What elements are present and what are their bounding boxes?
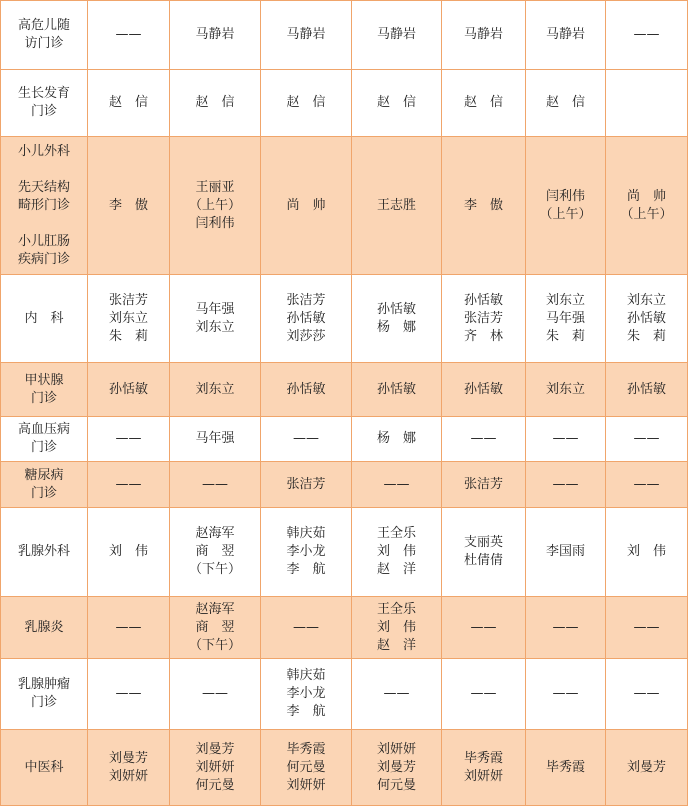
doctor-cell bbox=[352, 137, 442, 275]
doctor-cell bbox=[526, 597, 606, 659]
doctor-name: 李小龙 bbox=[286, 544, 326, 559]
doctor-cell bbox=[88, 275, 170, 363]
doctor-cell bbox=[261, 597, 352, 659]
doctor-name: —— bbox=[470, 686, 497, 701]
doctor-name: 刘妍妍 bbox=[195, 759, 235, 775]
doctor-name: 赵 信 bbox=[545, 95, 585, 110]
department-label: 门诊 bbox=[30, 440, 57, 455]
doctor-name: 尚 帅 bbox=[626, 188, 666, 204]
doctor-name: 王志胜 bbox=[376, 197, 416, 213]
table-row bbox=[1, 70, 688, 137]
table-row bbox=[1, 508, 688, 597]
department-label: 小儿肛肠 bbox=[17, 233, 70, 249]
doctor-cell bbox=[606, 70, 688, 137]
doctor-name: 孙恬敏 bbox=[626, 381, 666, 397]
department-cell bbox=[1, 275, 88, 363]
doctor-cell bbox=[261, 659, 352, 730]
doctor-name: —— bbox=[202, 686, 228, 701]
doctor-cell bbox=[88, 730, 170, 806]
doctor-cell bbox=[526, 70, 606, 137]
doctor-name: —— bbox=[115, 431, 142, 446]
doctor-name: 孙恬敏 bbox=[108, 381, 148, 397]
doctor-name: 刘妍妍 bbox=[286, 777, 326, 793]
doctor-name: —— bbox=[470, 431, 497, 446]
doctor-name: —— bbox=[552, 686, 579, 701]
doctor-cell bbox=[526, 137, 606, 275]
doctor-name: 杨 娜 bbox=[376, 431, 416, 446]
doctor-name: 朱 莉 bbox=[545, 328, 585, 344]
doctor-cell bbox=[526, 1, 606, 70]
doctor-cell bbox=[170, 508, 261, 597]
doctor-name: —— bbox=[552, 431, 579, 446]
doctor-name: 商 翌 bbox=[195, 544, 235, 559]
doctor-name: 韩庆茹 bbox=[286, 526, 326, 541]
doctor-name: 李 航 bbox=[286, 562, 326, 577]
doctor-cell bbox=[88, 508, 170, 597]
doctor-name: 马静岩 bbox=[376, 27, 416, 42]
department-cell bbox=[1, 363, 88, 417]
doctor-name: 赵 信 bbox=[463, 95, 503, 110]
department-label: 访门诊 bbox=[24, 36, 64, 51]
doctor-name: 刘 伟 bbox=[376, 619, 416, 635]
doctor-name: 刘东立 bbox=[545, 292, 585, 308]
department-cell bbox=[1, 730, 88, 806]
doctor-cell bbox=[170, 462, 261, 508]
doctor-cell bbox=[352, 1, 442, 70]
department-label: 乳腺外科 bbox=[17, 544, 70, 559]
doctor-cell bbox=[526, 508, 606, 597]
doctor-name: 刘东立 bbox=[195, 319, 235, 335]
doctor-cell bbox=[170, 1, 261, 70]
doctor-cell bbox=[261, 275, 352, 363]
doctor-name: 刘 伟 bbox=[108, 544, 148, 559]
table-row bbox=[1, 363, 688, 417]
doctor-name: 马静岩 bbox=[545, 27, 585, 42]
department-label: 高危儿随 bbox=[17, 18, 70, 33]
doctor-name: —— bbox=[115, 686, 142, 701]
doctor-name: 马年强 bbox=[545, 310, 585, 326]
department-label: 中医科 bbox=[24, 759, 64, 775]
doctor-cell bbox=[352, 462, 442, 508]
doctor-name: 刘曼芳 bbox=[626, 759, 666, 775]
doctor-name: （上午） bbox=[539, 206, 592, 222]
doctor-cell bbox=[261, 417, 352, 462]
doctor-name: 李 航 bbox=[286, 704, 326, 719]
table-row bbox=[1, 417, 688, 462]
doctor-name: —— bbox=[115, 27, 142, 42]
doctor-name: —— bbox=[202, 476, 228, 492]
doctor-cell bbox=[352, 70, 442, 137]
department-label: 生长发育 bbox=[17, 86, 70, 101]
doctor-cell bbox=[606, 730, 688, 806]
doctor-cell bbox=[442, 70, 526, 137]
department-label: 甲状腺 bbox=[24, 372, 64, 388]
doctor-name: 马静岩 bbox=[463, 27, 503, 42]
doctor-cell bbox=[261, 137, 352, 275]
doctor-cell bbox=[88, 659, 170, 730]
doctor-name: （上午） bbox=[620, 206, 673, 222]
doctor-name: 刘东立 bbox=[195, 381, 235, 397]
doctor-cell bbox=[88, 363, 170, 417]
doctor-cell bbox=[352, 597, 442, 659]
doctor-cell bbox=[526, 462, 606, 508]
doctor-name: 李 傲 bbox=[463, 197, 503, 213]
department-label: 门诊 bbox=[30, 485, 57, 501]
doctor-name: —— bbox=[633, 27, 660, 42]
department-cell bbox=[1, 508, 88, 597]
doctor-cell bbox=[170, 363, 261, 417]
doctor-name: 张洁芳 bbox=[286, 476, 326, 492]
doctor-cell bbox=[526, 417, 606, 462]
doctor-name: 齐 林 bbox=[463, 328, 503, 344]
doctor-name: 赵 信 bbox=[108, 95, 148, 110]
doctor-name: 赵 信 bbox=[376, 95, 416, 110]
doctor-name: —— bbox=[633, 686, 660, 701]
doctor-name: 马静岩 bbox=[286, 27, 326, 42]
doctor-cell bbox=[606, 1, 688, 70]
doctor-name: 孙恬敏 bbox=[626, 310, 666, 326]
department-label: 小儿外科 bbox=[17, 143, 70, 159]
doctor-name: 商 翌 bbox=[195, 619, 235, 635]
doctor-cell bbox=[170, 597, 261, 659]
doctor-cell bbox=[526, 363, 606, 417]
doctor-name: 王全乐 bbox=[376, 601, 416, 617]
doctor-name: 朱 莉 bbox=[626, 328, 666, 344]
doctor-name: 韩庆茹 bbox=[286, 668, 326, 683]
doctor-name: —— bbox=[383, 686, 410, 701]
doctor-name: 刘妍妍 bbox=[108, 768, 148, 784]
doctor-cell bbox=[442, 730, 526, 806]
doctor-name: —— bbox=[633, 476, 660, 492]
department-label: 乳腺炎 bbox=[24, 619, 64, 635]
doctor-cell bbox=[261, 1, 352, 70]
doctor-name: —— bbox=[115, 619, 142, 635]
table-row bbox=[1, 275, 688, 363]
doctor-name: 赵 信 bbox=[195, 95, 235, 110]
doctor-name: 赵海军 bbox=[195, 601, 235, 617]
doctor-name: 孙恬敏 bbox=[286, 381, 326, 397]
doctor-cell bbox=[606, 363, 688, 417]
doctor-name: —— bbox=[552, 476, 579, 492]
doctor-cell bbox=[88, 1, 170, 70]
doctor-cell bbox=[261, 508, 352, 597]
doctor-name: （上午） bbox=[188, 197, 241, 213]
doctor-cell bbox=[352, 275, 442, 363]
doctor-cell bbox=[261, 70, 352, 137]
doctor-name: 李小龙 bbox=[286, 686, 326, 701]
department-spacer bbox=[3, 215, 85, 233]
doctor-name: 杨 娜 bbox=[376, 319, 416, 335]
department-cell bbox=[1, 1, 88, 70]
doctor-cell bbox=[442, 462, 526, 508]
doctor-cell bbox=[606, 275, 688, 363]
doctor-cell bbox=[442, 417, 526, 462]
department-cell bbox=[1, 462, 88, 508]
doctor-name: 尚 帅 bbox=[286, 197, 326, 213]
doctor-name: 朱 莉 bbox=[108, 328, 148, 344]
department-cell bbox=[1, 659, 88, 730]
doctor-name: 刘曼芳 bbox=[376, 759, 416, 775]
table-row bbox=[1, 1, 688, 70]
schedule-body bbox=[1, 1, 688, 806]
doctor-name: 李国雨 bbox=[545, 544, 585, 559]
department-cell bbox=[1, 597, 88, 659]
doctor-name: 何元曼 bbox=[195, 777, 235, 793]
doctor-name: 何元曼 bbox=[286, 759, 326, 775]
department-cell bbox=[1, 70, 88, 137]
department-label: 门诊 bbox=[30, 104, 57, 119]
doctor-name: —— bbox=[383, 476, 410, 492]
doctor-name: 张洁芳 bbox=[463, 476, 503, 492]
table-row bbox=[1, 462, 688, 508]
doctor-name: 刘 伟 bbox=[376, 544, 416, 559]
doctor-cell bbox=[88, 462, 170, 508]
doctor-name: （下午） bbox=[188, 562, 241, 577]
doctor-cell bbox=[352, 659, 442, 730]
doctor-cell bbox=[170, 417, 261, 462]
doctor-cell bbox=[170, 137, 261, 275]
doctor-cell bbox=[442, 137, 526, 275]
doctor-name: 赵 洋 bbox=[376, 637, 416, 653]
doctor-cell bbox=[261, 730, 352, 806]
doctor-cell bbox=[88, 597, 170, 659]
department-label: 内 科 bbox=[24, 310, 64, 326]
doctor-name: —— bbox=[115, 476, 142, 492]
doctor-cell bbox=[170, 70, 261, 137]
doctor-name: 刘东立 bbox=[626, 292, 666, 308]
doctor-cell bbox=[261, 363, 352, 417]
doctor-name: 闫利伟 bbox=[545, 188, 585, 204]
doctor-name: 支丽英 bbox=[463, 535, 503, 550]
doctor-name: 王全乐 bbox=[376, 526, 416, 541]
department-label: 先天结构 bbox=[17, 179, 70, 195]
doctor-cell bbox=[88, 417, 170, 462]
doctor-name: 毕秀霞 bbox=[545, 759, 585, 775]
doctor-name: 张洁芳 bbox=[108, 292, 148, 308]
doctor-cell bbox=[442, 597, 526, 659]
doctor-name: 毕秀霞 bbox=[463, 750, 503, 766]
doctor-name: 闫利伟 bbox=[195, 215, 235, 231]
doctor-name: —— bbox=[633, 619, 660, 635]
department-label: 乳腺肿瘤 bbox=[17, 677, 70, 692]
doctor-name: 张洁芳 bbox=[286, 292, 326, 308]
doctor-cell bbox=[352, 730, 442, 806]
doctor-cell bbox=[352, 363, 442, 417]
doctor-name: 张洁芳 bbox=[463, 310, 503, 326]
department-cell bbox=[1, 417, 88, 462]
doctor-cell bbox=[170, 275, 261, 363]
doctor-cell bbox=[261, 462, 352, 508]
doctor-name: 赵 信 bbox=[286, 95, 326, 110]
doctor-name: —— bbox=[470, 619, 497, 635]
doctor-cell bbox=[352, 417, 442, 462]
department-label: 疾病门诊 bbox=[17, 251, 70, 267]
doctor-name: 赵 洋 bbox=[376, 562, 416, 577]
doctor-cell bbox=[442, 363, 526, 417]
doctor-cell bbox=[606, 597, 688, 659]
doctor-name: 刘东立 bbox=[108, 310, 148, 326]
department-cell bbox=[1, 137, 88, 275]
doctor-cell bbox=[526, 730, 606, 806]
table-row bbox=[1, 597, 688, 659]
doctor-cell bbox=[442, 1, 526, 70]
table-row bbox=[1, 730, 688, 806]
doctor-cell bbox=[442, 508, 526, 597]
doctor-cell bbox=[526, 659, 606, 730]
department-label: 高血压病 bbox=[17, 422, 70, 437]
doctor-name: 杜倩倩 bbox=[463, 553, 503, 568]
doctor-cell bbox=[606, 417, 688, 462]
department-label: 畸形门诊 bbox=[17, 197, 70, 213]
doctor-name: 刘曼芳 bbox=[195, 741, 235, 757]
doctor-name: 刘曼芳 bbox=[108, 750, 148, 766]
doctor-name: 马年强 bbox=[195, 301, 235, 317]
department-label: 糖尿病 bbox=[24, 467, 64, 483]
doctor-name: —— bbox=[552, 619, 579, 635]
doctor-name: —— bbox=[293, 619, 319, 635]
doctor-name: —— bbox=[633, 431, 660, 446]
doctor-name: 孙恬敏 bbox=[376, 301, 416, 317]
doctor-name: 孙恬敏 bbox=[463, 381, 503, 397]
table-row bbox=[1, 659, 688, 730]
doctor-name: （下午） bbox=[188, 637, 241, 653]
doctor-name: 刘妍妍 bbox=[463, 768, 503, 784]
doctor-name: 马静岩 bbox=[195, 27, 235, 42]
table-row bbox=[1, 137, 688, 275]
doctor-name: 刘莎莎 bbox=[286, 328, 326, 344]
doctor-name: 刘妍妍 bbox=[376, 741, 416, 757]
doctor-cell bbox=[606, 462, 688, 508]
doctor-cell bbox=[606, 137, 688, 275]
doctor-cell bbox=[170, 730, 261, 806]
doctor-name: 刘 伟 bbox=[626, 544, 666, 559]
doctor-name: 王丽亚 bbox=[195, 179, 235, 195]
doctor-name: 孙恬敏 bbox=[376, 381, 416, 397]
doctor-name: 李 傲 bbox=[108, 197, 148, 213]
doctor-name: —— bbox=[293, 431, 319, 446]
doctor-name: 刘东立 bbox=[545, 381, 585, 397]
doctor-cell bbox=[170, 659, 261, 730]
doctor-name: 孙恬敏 bbox=[463, 292, 503, 308]
doctor-name: 何元曼 bbox=[376, 777, 416, 793]
doctor-cell bbox=[442, 275, 526, 363]
department-spacer bbox=[3, 161, 85, 179]
doctor-cell bbox=[526, 275, 606, 363]
doctor-cell bbox=[88, 70, 170, 137]
doctor-cell bbox=[352, 508, 442, 597]
doctor-name: 孙恬敏 bbox=[286, 310, 326, 326]
doctor-cell bbox=[442, 659, 526, 730]
department-label: 门诊 bbox=[30, 695, 57, 710]
department-label: 门诊 bbox=[30, 390, 57, 406]
doctor-cell bbox=[606, 508, 688, 597]
doctor-name: 马年强 bbox=[195, 431, 235, 446]
doctor-name: 毕秀霞 bbox=[286, 741, 326, 757]
doctor-cell bbox=[606, 659, 688, 730]
doctor-name: 赵海军 bbox=[195, 526, 235, 541]
doctor-cell bbox=[88, 137, 170, 275]
